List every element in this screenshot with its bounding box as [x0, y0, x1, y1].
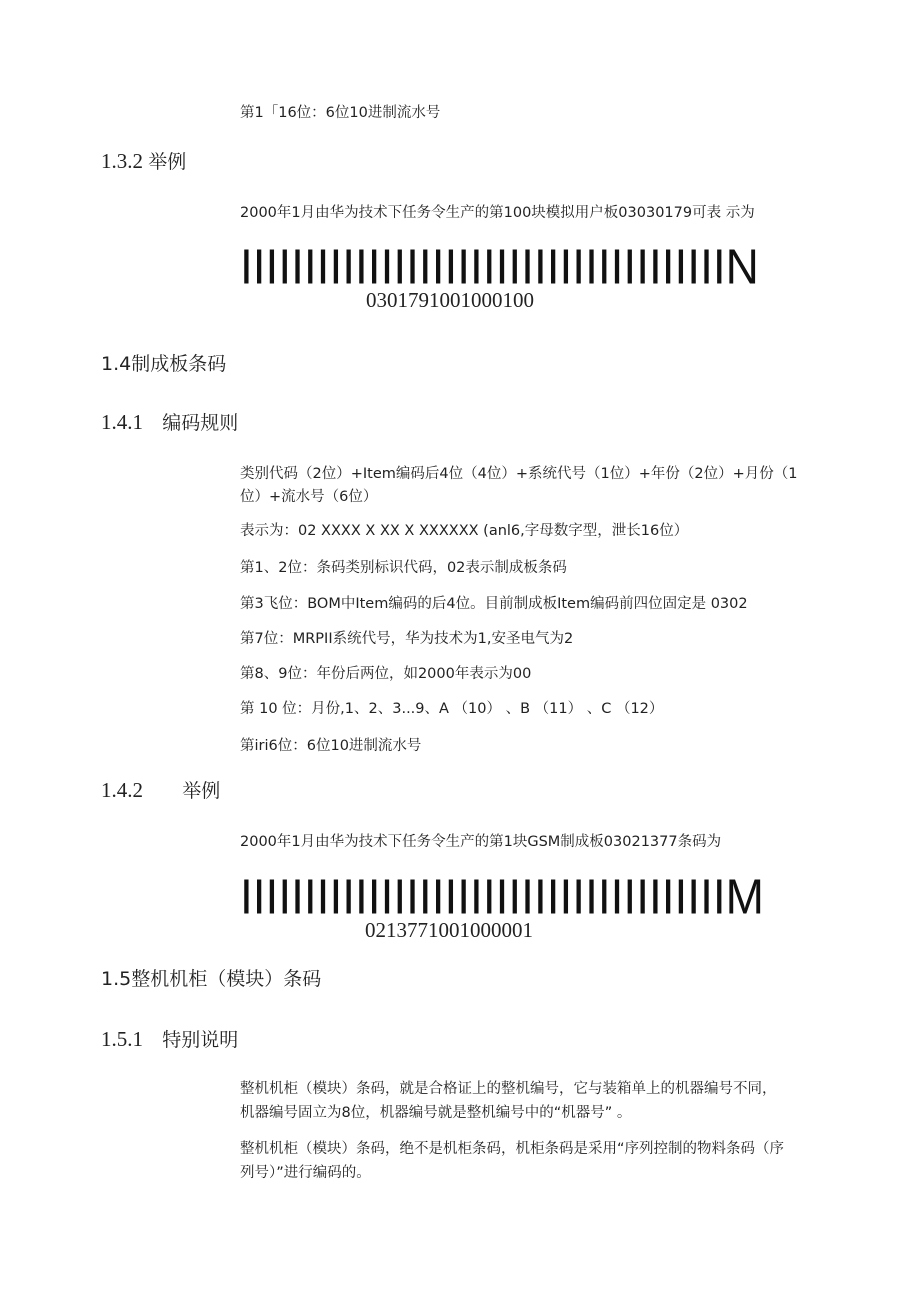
heading-1-4-2	[101, 776, 220, 803]
heading-title: 编码规则	[162, 412, 239, 434]
heading-title: 1.4制成板条码	[101, 353, 227, 375]
heading-title: 举例	[148, 151, 187, 173]
heading-1-4	[101, 349, 226, 376]
barcode-2-bars: IIIIIIIIIIIIIIIIIIIIIIIIIIIIIIIIIIIIIIM	[240, 868, 764, 924]
heading-number: 1.4.2	[101, 778, 143, 802]
rule-line-1a: 类别代码（2位）+Item编码后4位（4位）+系统代号（1位）+年份（2位）+月份（1	[240, 466, 798, 482]
barcode-1-number: 0301791001000100	[366, 288, 534, 312]
heading-number: 1.4.1	[101, 410, 143, 434]
paragraph-example-2: 2000年1月由华为技术下任务令生产的第1块GSM制成板03021377条码为	[240, 834, 722, 850]
barcode-2-number: 0213771001000001	[365, 918, 533, 942]
paragraph-special-note-1: 整机机柜（模块）条码，就是合格证上的整机编号，它与装箱单上的机器编号不同，机器编号固立为8位，机器编号就是整机编号中的“机器号” 。	[240, 1081, 777, 1121]
heading-title: 1.5整机机柜（模块）条码	[101, 968, 322, 990]
rule-line-2: 表示为：02 XXXX X XX X XXXXXX (anl6,字母数字型，泄长16位）	[240, 523, 689, 539]
heading-1-5-1	[101, 1025, 238, 1052]
heading-title: 举例	[182, 780, 221, 802]
barcode-1-bars: IIIIIIIIIIIIIIIIIIIIIIIIIIIIIIIIIIIIIIN	[240, 238, 759, 294]
rule-line-1b: 位）+流水号（6位）	[240, 489, 378, 505]
paragraph-example-1: 2000年1月由华为技术下任务令生产的第100块模拟用户板03030179可表 示为	[240, 205, 755, 221]
rule-line-7: 第 10 位：月份,1、2、3...9、A （10） 、B （11） 、C （12）	[240, 701, 664, 717]
rule-line-5: 第7位：MRPII系统代号，华为技术为1,安圣电气为2	[240, 631, 574, 647]
rule-line-6: 第8、9位：年份后两位，如2000年表示为00	[240, 666, 532, 682]
heading-title: 特别说明	[162, 1029, 239, 1051]
heading-1-5	[101, 964, 321, 991]
heading-number: 1.5.1	[101, 1027, 143, 1051]
rule-line-4: 第3飞位：BOM中Item编码的后4位。目前制成板Item编码前四位固定是 0302	[240, 596, 748, 612]
paragraph-special-note-2: 整机机柜（模块）条码，绝不是机柜条码，机柜条码是采用“序列控制的物料条码（序列号）”进行编码的。	[240, 1141, 785, 1181]
heading-1-4-1	[101, 408, 238, 435]
paragraph-serial-bits: 第1「16位：6位10进制流水号	[240, 105, 441, 121]
heading-number: 1.3.2	[101, 149, 143, 173]
heading-1-3-2	[101, 147, 186, 174]
rule-line-3: 第1、2位：条码类别标识代码，02表示制成板条码	[240, 560, 567, 576]
rule-line-8: 第iri6位：6位10进制流水号	[240, 738, 422, 754]
